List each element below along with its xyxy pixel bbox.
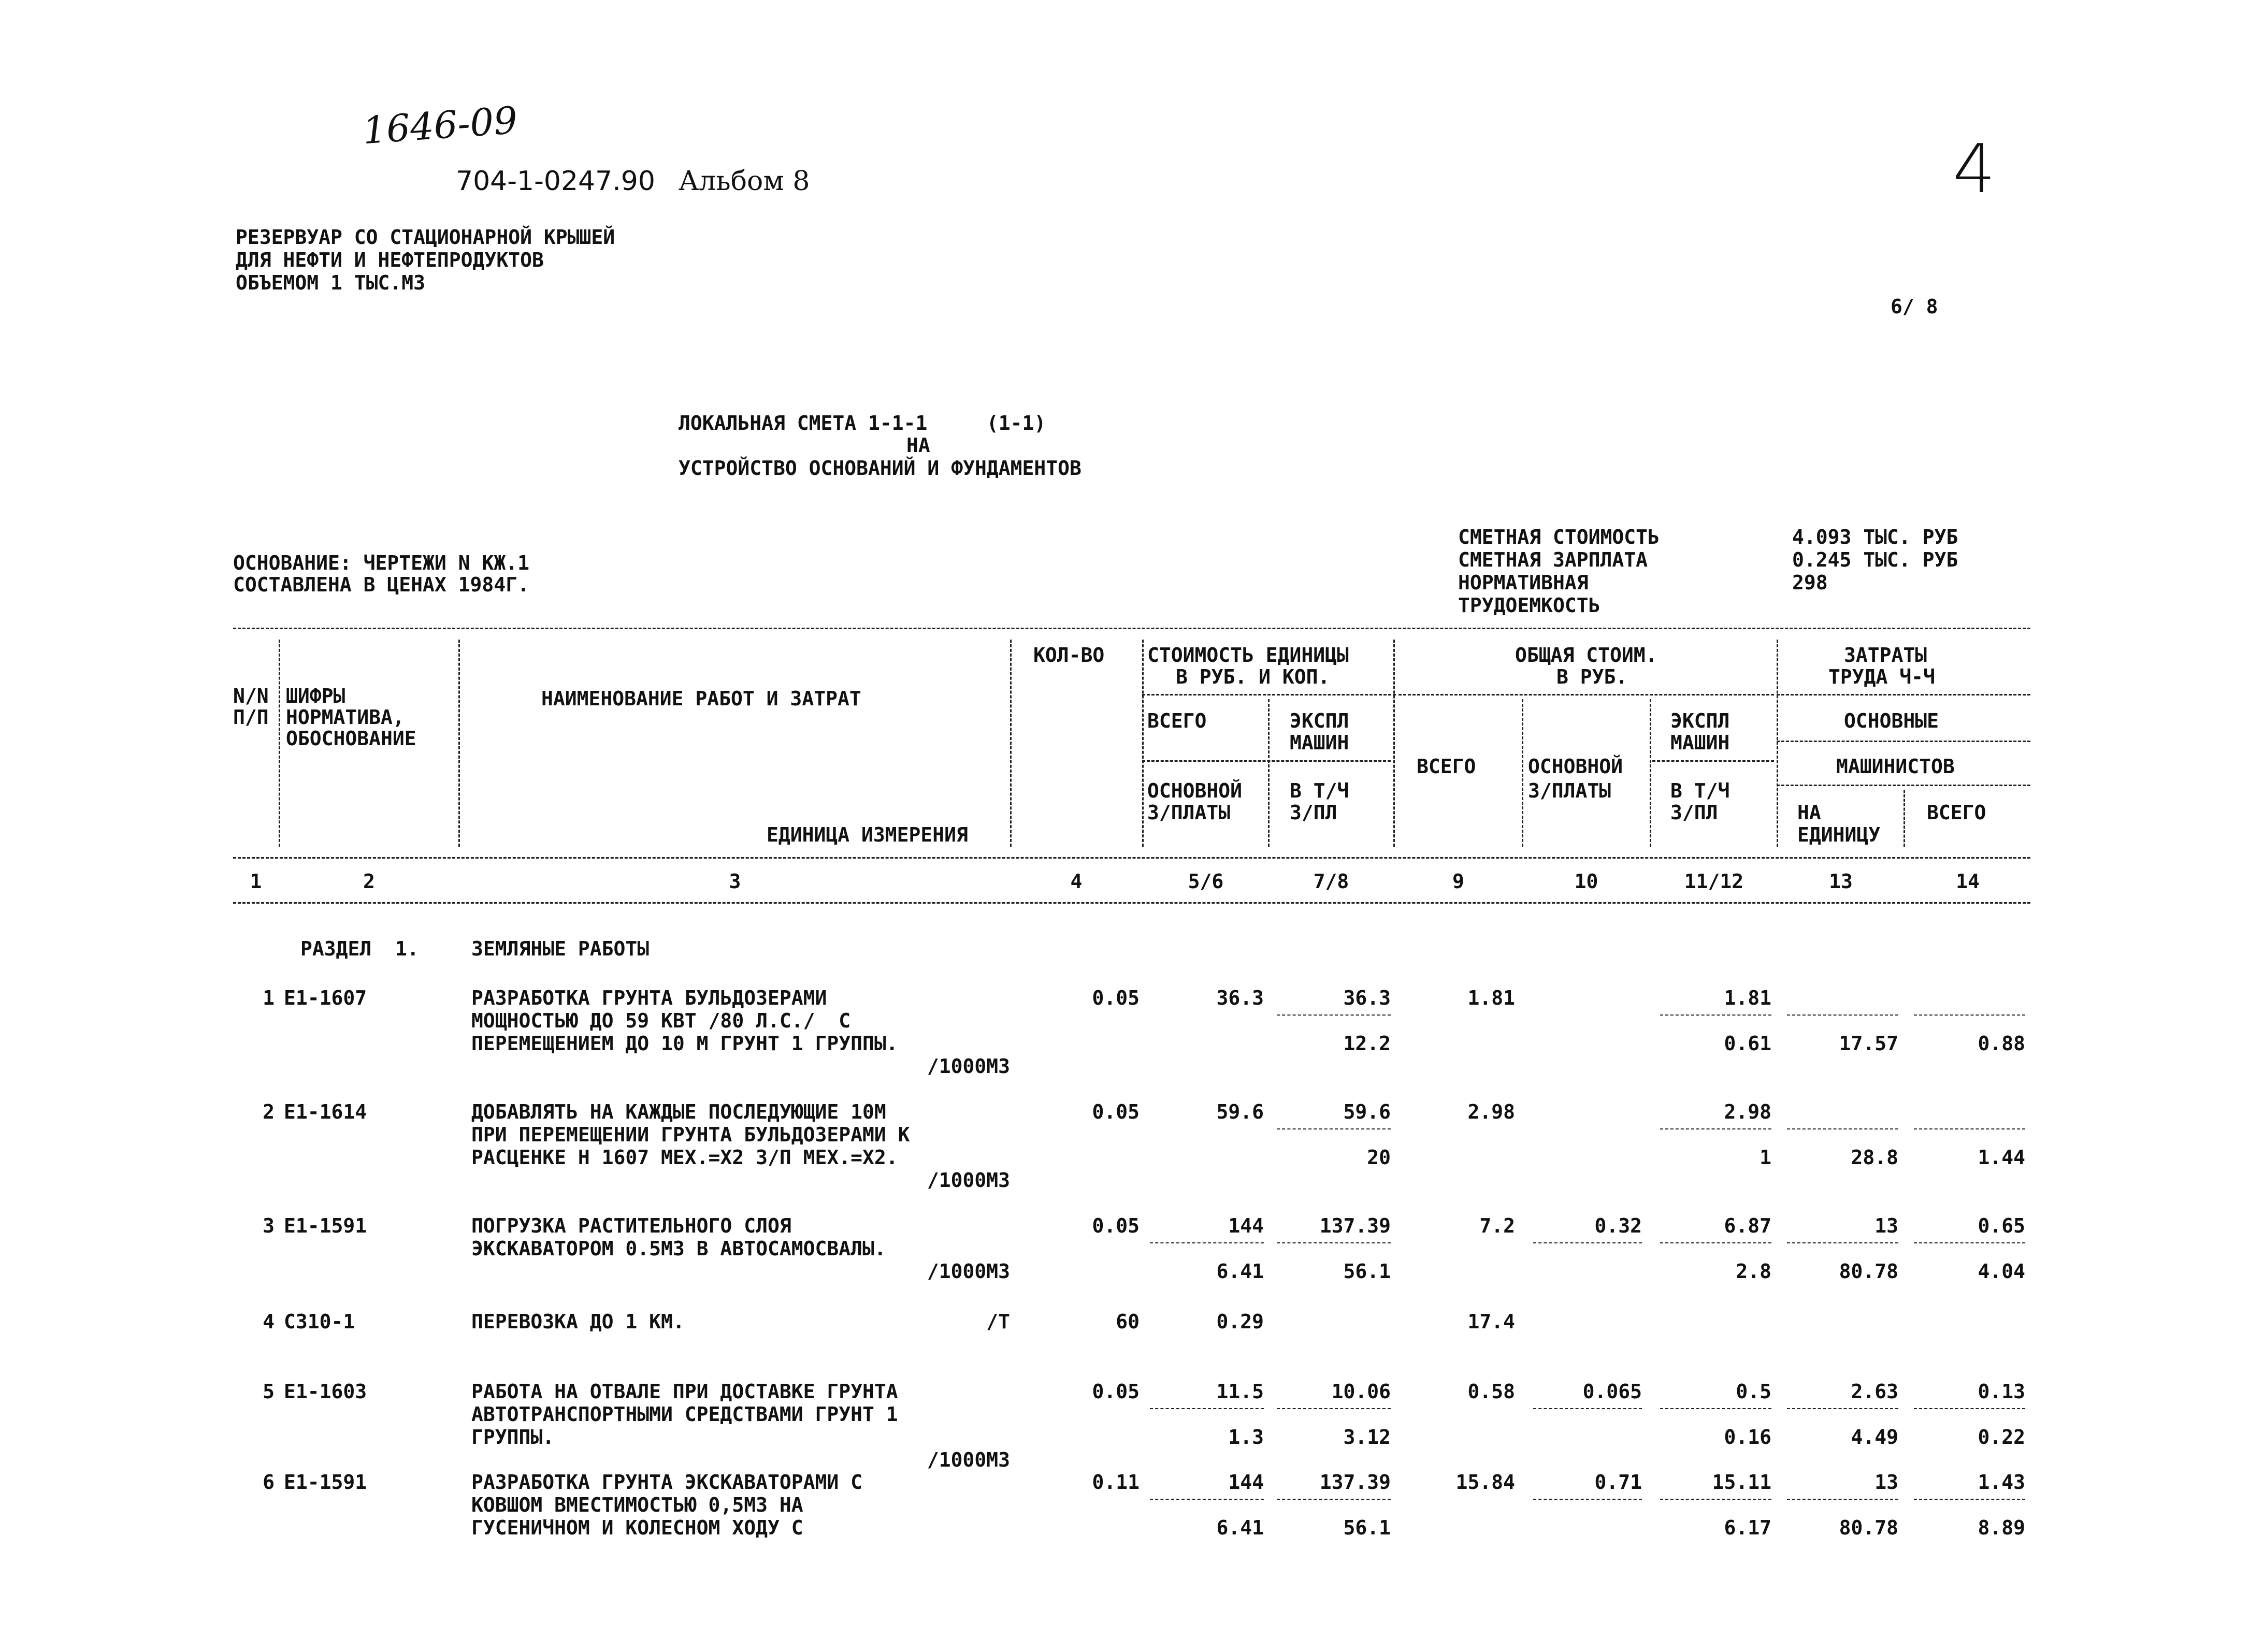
row-description: ПРИ ПЕРЕМЕЩЕНИИ ГРУНТА БУЛЬДОЗЕРАМИ К — [471, 1123, 910, 1146]
row-code: С310-1 — [284, 1310, 355, 1333]
row-quantity: 0.11 — [1092, 1471, 1140, 1494]
header-divider — [1268, 699, 1270, 847]
cell-split-rule — [1914, 1242, 2025, 1243]
total-cost: 15.84 — [1455, 1471, 1515, 1494]
table-rule-numbers-bottom — [233, 902, 2030, 904]
header-divider — [1142, 640, 1144, 847]
summary-label: СМЕТНАЯ ЗАРПЛАТА — [1458, 548, 1648, 571]
row-code: Е1-1591 — [284, 1214, 367, 1237]
row-number: 4 — [263, 1310, 275, 1333]
header-labor: ЗАТРАТЫ — [1844, 644, 1927, 666]
row-number: 2 — [263, 1100, 275, 1123]
column-number: 13 — [1829, 870, 1853, 893]
header-rule — [1142, 760, 1391, 762]
header-rule — [1777, 741, 2030, 742]
unit-cost-machines: 10.06 — [1331, 1380, 1391, 1403]
header-divider — [1650, 699, 1651, 847]
header-c1: П/П — [233, 706, 269, 729]
unit-machinist-salary: 56.1 — [1343, 1516, 1391, 1539]
header-total-cost: ОБЩАЯ СТОИМ. — [1515, 644, 1657, 666]
row-unit: /1000М3 — [927, 1169, 1010, 1192]
cell-split-rule — [1914, 1128, 2025, 1129]
row-quantity: 0.05 — [1092, 1100, 1140, 1123]
cell-split-rule — [1277, 1128, 1391, 1129]
unit-machinist-salary: 12.2 — [1343, 1032, 1391, 1055]
total-machinist-salary: 0.16 — [1724, 1426, 1771, 1448]
column-number: 1 — [250, 870, 262, 893]
total-base-salary: 0.065 — [1582, 1380, 1642, 1403]
summary-label: СМЕТНАЯ СТОИМОСТЬ — [1458, 526, 1660, 548]
row-unit: /Т — [986, 1310, 1010, 1333]
labor-main-unit: 2.63 — [1851, 1380, 1898, 1403]
cell-split-rule — [1914, 1499, 2025, 1500]
labor-main-total: 0.65 — [1978, 1214, 2025, 1237]
column-number: 10 — [1574, 870, 1598, 893]
total-machines: 0.5 — [1736, 1380, 1771, 1403]
table-rule-header-bottom — [233, 857, 2030, 859]
row-description: ГУСЕНИЧНОМ И КОЛЕСНОМ ХОДУ С — [471, 1516, 803, 1539]
labor-main-total: 1.43 — [1978, 1471, 2025, 1494]
header-unit-mach2: В Т/Ч — [1290, 779, 1349, 802]
total-cost: 7.2 — [1479, 1214, 1515, 1237]
cell-split-rule — [1660, 1015, 1771, 1016]
section-label: РАЗДЕЛ 1. — [300, 937, 419, 960]
header-unit-base: ОСНОВНОЙ — [1147, 779, 1243, 802]
cell-split-rule — [1914, 1408, 2025, 1409]
unit-base-salary: 1.3 — [1228, 1426, 1264, 1448]
row-description: ПЕРЕМЕЩЕНИЕМ ДО 10 М ГРУНТ 1 ГРУППЫ. — [471, 1032, 898, 1055]
total-machines: 1.81 — [1724, 987, 1771, 1009]
labor-machinist-total: 8.89 — [1978, 1516, 2025, 1539]
sheet-number: 6/ 8 — [1891, 295, 1938, 318]
row-unit: /1000М3 — [927, 1055, 1010, 1078]
header-labor-main: ОСНОВНЫЕ — [1844, 709, 1939, 732]
row-description: ДОБАВЛЯТЬ НА КАЖДЫЕ ПОСЛЕДУЮЩИЕ 10М — [471, 1100, 886, 1123]
labor-machinist-unit: 4.49 — [1851, 1426, 1898, 1448]
header-total-mach: ЭКСПЛ — [1670, 709, 1730, 732]
document-title-line-2: ДЛЯ НЕФТИ И НЕФТЕПРОДУКТОВ — [236, 249, 544, 271]
header-rule — [1398, 694, 1774, 695]
total-machines: 15.11 — [1712, 1471, 1771, 1494]
cell-split-rule — [1787, 1408, 1898, 1409]
header-divider — [1777, 640, 1778, 847]
header-c2: ОБОСНОВАНИЕ — [286, 727, 416, 750]
total-machinist-salary: 6.17 — [1724, 1516, 1771, 1539]
row-description: ГРУППЫ. — [471, 1426, 555, 1448]
total-machinist-salary: 2.8 — [1736, 1260, 1771, 1283]
summary-value: 4.093 ТЫС. РУБ — [1792, 526, 1958, 548]
page-mark: 4 — [1953, 129, 1996, 208]
cell-split-rule — [1533, 1499, 1642, 1500]
header-rule — [1652, 760, 1774, 762]
header-unit-mach: ЭКСПЛ — [1290, 709, 1349, 732]
header-total-mach2: З/ПЛ — [1670, 801, 1718, 824]
row-unit: /1000М3 — [927, 1260, 1010, 1283]
row-description: МОЩНОСТЬЮ ДО 59 КВТ /80 Л.С./ С — [471, 1009, 851, 1032]
header-divider — [1904, 790, 1905, 847]
labor-machinist-total: 4.04 — [1978, 1260, 2025, 1283]
column-number: 7/8 — [1313, 870, 1349, 893]
row-code: Е1-1591 — [284, 1471, 367, 1494]
row-number: 6 — [263, 1471, 275, 1494]
cell-split-rule — [1787, 1242, 1898, 1243]
labor-machinist-unit: 28.8 — [1851, 1146, 1898, 1169]
total-cost: 17.4 — [1467, 1310, 1515, 1333]
header-labor: ТРУДА Ч-Ч — [1828, 665, 1935, 688]
total-cost: 1.81 — [1467, 987, 1515, 1009]
row-description: РАСЦЕНКЕ Н 1607 МЕХ.=Х2 З/П МЕХ.=Х2. — [471, 1146, 898, 1169]
header-unit-total: ВСЕГО — [1147, 709, 1207, 732]
total-machines: 6.87 — [1724, 1214, 1771, 1237]
header-total-all: ВСЕГО — [1417, 755, 1476, 778]
unit-cost-machines: 36.3 — [1343, 987, 1391, 1009]
cell-split-rule — [1660, 1128, 1771, 1129]
labor-main-total: 0.13 — [1978, 1380, 2025, 1403]
row-code: Е1-1607 — [284, 987, 367, 1009]
cell-split-rule — [1277, 1408, 1391, 1409]
album-label: Альбом 8 — [679, 166, 810, 197]
row-unit: /1000М3 — [927, 1448, 1010, 1471]
estimate-title-na: НА — [906, 434, 930, 457]
header-unit-mach2: З/ПЛ — [1290, 801, 1337, 824]
header-total-mach: МАШИН — [1670, 731, 1730, 754]
summary-value: 298 — [1792, 571, 1828, 594]
row-quantity: 0.05 — [1092, 987, 1140, 1009]
row-quantity: 0.05 — [1092, 1214, 1140, 1237]
unit-machinist-salary: 3.12 — [1343, 1426, 1391, 1448]
section-name: ЗЕМЛЯНЫЕ РАБОТЫ — [471, 937, 650, 960]
row-code: Е1-1603 — [284, 1380, 367, 1403]
header-total-cost: В РУБ. — [1556, 665, 1628, 688]
total-machinist-salary: 1 — [1760, 1146, 1771, 1169]
cell-split-rule — [1787, 1499, 1898, 1500]
labor-machinist-total: 1.44 — [1978, 1146, 2025, 1169]
column-number: 11/12 — [1684, 870, 1744, 893]
row-description: ЭКСКАВАТОРОМ 0.5М3 В АВТОСАМОСВАЛЫ. — [471, 1237, 886, 1260]
header-c3: НАИМЕНОВАНИЕ РАБОТ И ЗАТРАТ — [541, 687, 861, 710]
header-total-base: ОСНОВНОЙ — [1528, 755, 1623, 778]
header-unit-cost: СТОИМОСТЬ ЕДИНИЦЫ — [1147, 644, 1349, 666]
cell-split-rule — [1660, 1408, 1771, 1409]
row-number: 5 — [263, 1380, 275, 1403]
row-description: РАБОТА НА ОТВАЛЕ ПРИ ДОСТАВКЕ ГРУНТА — [471, 1380, 898, 1403]
column-number: 9 — [1452, 870, 1464, 893]
document-title-line-3: ОБЪЕМОМ 1 ТЫС.М3 — [236, 271, 426, 294]
table-rule-top — [233, 628, 2030, 629]
header-total-base: З/ПЛАТЫ — [1528, 779, 1611, 802]
cell-split-rule — [1277, 1015, 1391, 1016]
unit-cost-total: 11.5 — [1216, 1380, 1264, 1403]
header-c3-unit: ЕДИНИЦА ИЗМЕРЕНИЯ — [767, 823, 968, 846]
cell-split-rule — [1150, 1408, 1264, 1409]
unit-base-salary: 6.41 — [1216, 1260, 1264, 1283]
header-unit-base: З/ПЛАТЫ — [1147, 801, 1231, 824]
cell-split-rule — [1660, 1242, 1771, 1243]
header-c2: НОРМАТИВА, — [286, 706, 405, 729]
unit-cost-total: 144 — [1228, 1471, 1264, 1494]
cell-split-rule — [1533, 1408, 1642, 1409]
labor-machinist-unit: 80.78 — [1839, 1516, 1898, 1539]
column-number: 2 — [363, 870, 375, 893]
total-cost: 0.58 — [1467, 1380, 1515, 1403]
estimate-prices: СОСТАВЛЕНА В ЦЕНАХ 1984Г. — [233, 573, 529, 596]
unit-cost-machines: 137.39 — [1319, 1471, 1391, 1494]
summary-label: ТРУДОЕМКОСТЬ — [1458, 594, 1600, 617]
total-machines: 2.98 — [1724, 1100, 1771, 1123]
column-number: 4 — [1070, 870, 1083, 893]
cell-split-rule — [1277, 1499, 1391, 1500]
header-labor-mach: МАШИНИСТОВ — [1836, 755, 1955, 778]
labor-machinist-total: 0.22 — [1978, 1426, 2025, 1448]
header-rule — [1777, 785, 2030, 786]
header-labor-unit: НА — [1797, 801, 1821, 824]
header-labor-unit: ЕДИНИЦУ — [1797, 823, 1881, 846]
estimate-basis: ОСНОВАНИЕ: ЧЕРТЕЖИ N КЖ.1 — [233, 552, 529, 574]
row-description: ПОГРУЗКА РАСТИТЕЛЬНОГО СЛОЯ — [471, 1214, 791, 1237]
unit-cost-machines: 59.6 — [1343, 1100, 1391, 1123]
labor-machinist-total: 0.88 — [1978, 1032, 2025, 1055]
header-rule — [1777, 694, 2030, 695]
header-total-mach2: В Т/Ч — [1670, 779, 1730, 802]
header-divider — [279, 640, 280, 847]
unit-machinist-salary: 20 — [1367, 1146, 1391, 1169]
unit-cost-total: 36.3 — [1216, 987, 1264, 1009]
cell-split-rule — [1787, 1015, 1898, 1016]
header-divider — [1522, 699, 1523, 847]
header-unit-cost: В РУБ. И КОП. — [1176, 665, 1330, 688]
estimate-subject: УСТРОЙСТВО ОСНОВАНИЙ И ФУНДАМЕНТОВ — [679, 457, 1081, 480]
total-machinist-salary: 0.61 — [1724, 1032, 1771, 1055]
row-description: РАЗРАБОТКА ГРУНТА БУЛЬДОЗЕРАМИ — [471, 987, 827, 1009]
handwritten-code: 1646-09 — [361, 98, 519, 153]
row-quantity: 0.05 — [1092, 1380, 1140, 1403]
row-number: 1 — [263, 987, 275, 1009]
row-description: РАЗРАБОТКА ГРУНТА ЭКСКАВАТОРАМИ С — [471, 1471, 862, 1494]
header-c2: ШИФРЫ — [286, 685, 345, 707]
total-base-salary: 0.32 — [1594, 1214, 1642, 1237]
unit-cost-total: 144 — [1228, 1214, 1264, 1237]
cell-split-rule — [1150, 1499, 1264, 1500]
column-number: 3 — [729, 870, 741, 893]
row-code: Е1-1614 — [284, 1100, 367, 1123]
header-c4: КОЛ-ВО — [1033, 644, 1105, 666]
header-rule — [1142, 694, 1396, 695]
row-quantity: 60 — [1116, 1310, 1140, 1333]
unit-cost-total: 0.29 — [1216, 1310, 1264, 1333]
unit-cost-total: 59.6 — [1216, 1100, 1264, 1123]
summary-label: НОРМАТИВНАЯ — [1458, 571, 1589, 594]
header-divider — [1393, 640, 1395, 847]
row-description: КОВШОМ ВМЕСТИМОСТЬЮ 0,5М3 НА — [471, 1494, 803, 1516]
cell-split-rule — [1533, 1242, 1642, 1243]
header-unit-mach: МАШИН — [1290, 731, 1349, 754]
labor-machinist-unit: 80.78 — [1839, 1260, 1898, 1283]
column-number: 5/6 — [1188, 870, 1224, 893]
header-c1: N/N — [233, 685, 269, 707]
unit-machinist-salary: 56.1 — [1343, 1260, 1391, 1283]
album-code: 704-1-0247.90 — [456, 166, 655, 197]
cell-split-rule — [1914, 1015, 2025, 1016]
total-cost: 2.98 — [1467, 1100, 1515, 1123]
unit-cost-machines: 137.39 — [1319, 1214, 1391, 1237]
labor-main-unit: 13 — [1874, 1471, 1898, 1494]
labor-machinist-unit: 17.57 — [1839, 1032, 1898, 1055]
document-title-line-1: РЕЗЕРВУАР СО СТАЦИОНАРНОЙ КРЫШЕЙ — [236, 226, 615, 249]
cell-split-rule — [1277, 1242, 1391, 1243]
summary-value: 0.245 ТЫС. РУБ — [1792, 548, 1958, 571]
header-labor-total: ВСЕГО — [1927, 801, 1986, 824]
labor-main-unit: 13 — [1874, 1214, 1898, 1237]
header-divider — [458, 640, 460, 847]
total-base-salary: 0.71 — [1594, 1471, 1642, 1494]
header-divider — [1010, 640, 1012, 847]
cell-split-rule — [1787, 1128, 1898, 1129]
unit-base-salary: 6.41 — [1216, 1516, 1264, 1539]
cell-split-rule — [1660, 1499, 1771, 1500]
estimate-title: ЛОКАЛЬНАЯ СМЕТА 1-1-1 (1-1) — [679, 412, 1046, 434]
row-description: ПЕРЕВОЗКА ДО 1 КМ. — [471, 1310, 685, 1333]
column-number: 14 — [1956, 870, 1980, 893]
row-number: 3 — [263, 1214, 275, 1237]
row-description: АВТОТРАНСПОРТНЫМИ СРЕДСТВАМИ ГРУНТ 1 — [471, 1403, 898, 1426]
cell-split-rule — [1150, 1242, 1264, 1243]
